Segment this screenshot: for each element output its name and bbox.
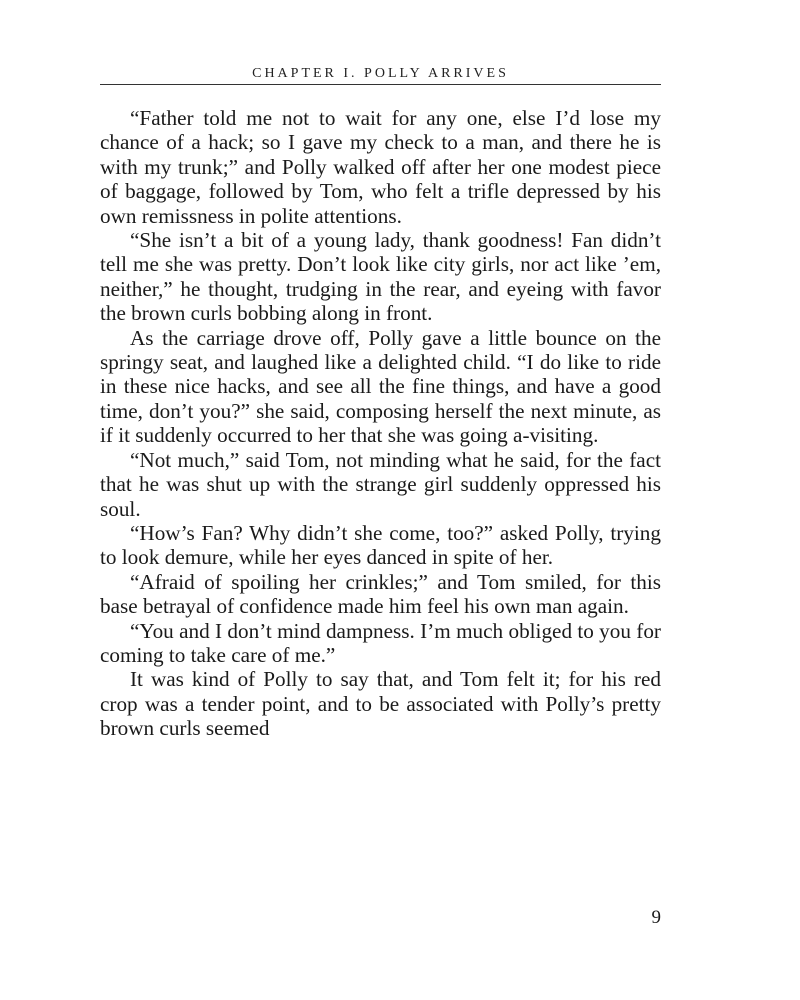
body-text — [100, 106, 661, 741]
paragraph: “She isn’t a bit of a young lady, thank goodness! Fan didn’t tell me she was pretty. Don’t look like city girls, nor act like ’em, neither,” he thought, trudging in the rear, and eyeing with favor the brown curls bobbing along in front. — [100, 228, 661, 326]
paragraph: “Afraid of spoiling her crinkles;” and Tom smiled, for this base betrayal of confidence made him feel his own man again. — [100, 569, 661, 619]
paragraph: As the carriage drove off, Polly gave a little bounce on the springy seat, and laughed like a delighted child. “I do like to ride in these nice hacks, and see all the fine things, and have a good time, don’t you?” she said, composing herself the next minute, as if it suddenly occurred to her that she was going a-visiting. — [100, 325, 661, 448]
header-rule — [100, 84, 661, 85]
page-number: 9 — [651, 907, 661, 928]
paragraph: “Not much,” said Tom, not minding what he said, for the fact that he was shut up with the strange girl suddenly oppressed his soul. — [100, 447, 661, 521]
paragraph: “Father told me not to wait for any one, else I’d lose my chance of a hack; so I gave my check to a man, and there he is with my trunk;” and Polly walked off after her one modest piece of baggage, followed by Tom, who felt a trifle depressed by his own remissness in polite attentions. — [100, 106, 661, 228]
paragraph: It was kind of Polly to say that, and Tom felt it; for his red crop was a tender point, and to be associated with Polly’s pretty brown curls seemed — [100, 667, 661, 741]
paragraph: “How’s Fan? Why didn’t she come, too?” asked Polly, trying to look demure, while her eyes danced in spite of her. — [100, 520, 661, 570]
paragraph: “You and I don’t mind dampness. I’m much obliged to you for coming to take care of me.” — [100, 618, 661, 667]
running-head: CHAPTER I. POLLY ARRIVES — [252, 66, 509, 81]
